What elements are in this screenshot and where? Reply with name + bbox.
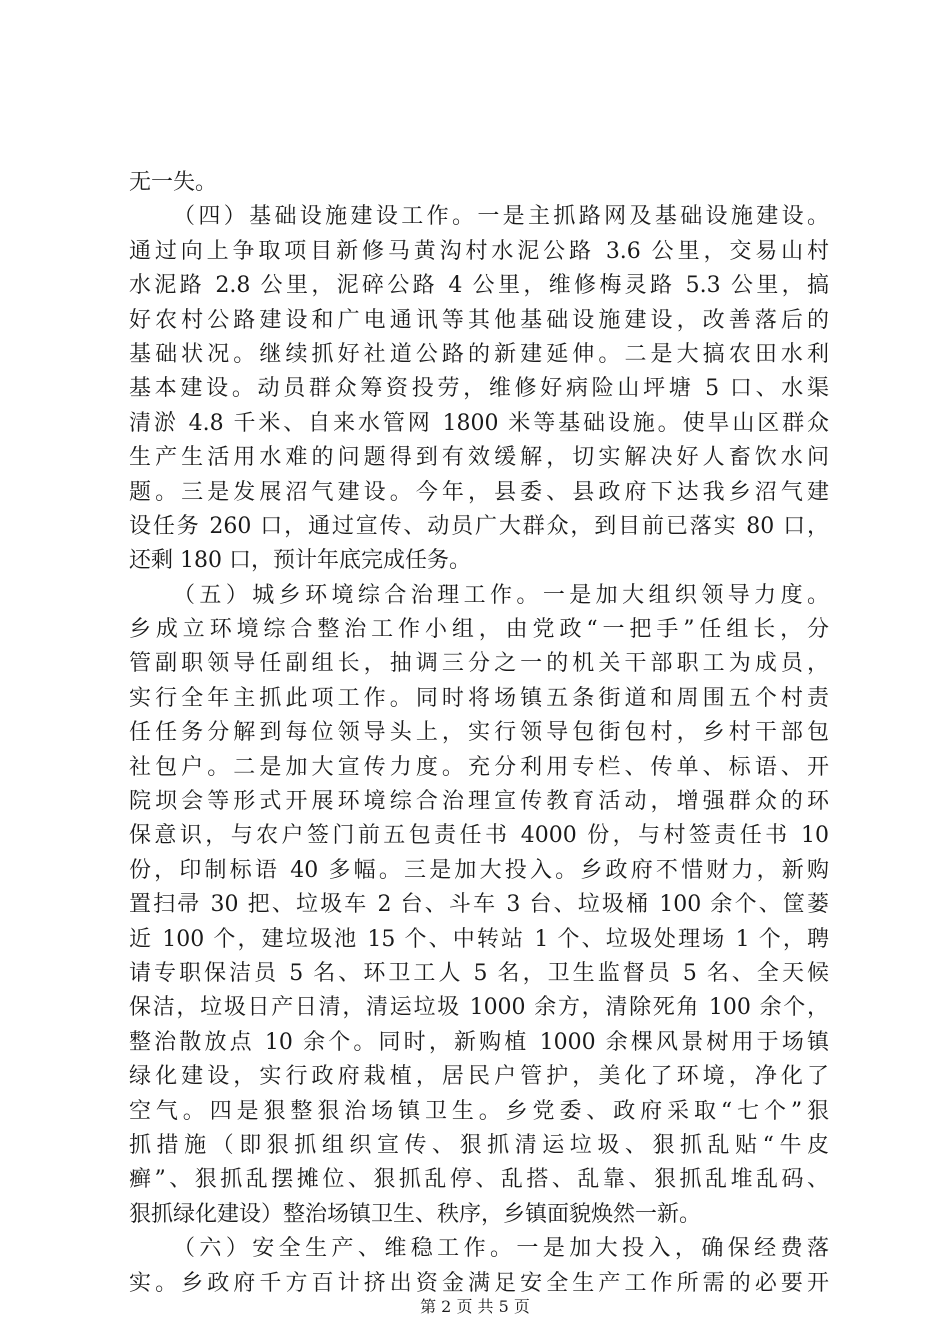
- text-line: 置扫帚 30 把、垃圾车 2 台、斗车 3 台、垃圾桶 100 余个、筐蒌: [129, 892, 829, 918]
- page-indicator: 第 2 页 共 5 页: [420, 1297, 530, 1316]
- text-line: 清淤 4.8 千米、自来水管网 1800 米等基础设施。使旱山区群众: [129, 410, 829, 436]
- page-footer: [0, 1297, 950, 1317]
- text-line: 乡成立环境综合整治工作小组，由党政“一把手”任组长，分: [129, 617, 829, 643]
- paragraph-4-first-line: （四）基础设施建设工作。一是主抓路网及基础设施建设。: [173, 204, 829, 230]
- text-line: 抓措施（即狠抓组织宣传、狠抓清运垃圾、狠抓乱贴“牛皮: [129, 1132, 829, 1158]
- text-line: 水泥路 2.8 公里，泥碎公路 4 公里，维修梅灵路 5.3 公里，搞: [129, 273, 829, 299]
- text-line: 无一失。: [129, 170, 218, 195]
- text-line: 近 100 个，建垃圾池 15 个、中转站 1 个、垃圾处理场 1 个，聘: [129, 926, 829, 952]
- text-line: 生产生活用水难的问题得到有效缓解，切实解决好人畜饮水问: [129, 445, 829, 471]
- text-line: 癣”、狠抓乱摆摊位、狠抓乱停、乱搭、乱靠、狠抓乱堆乱码、: [129, 1167, 829, 1193]
- text-line: 整治散放点 10 余个。同时，新购植 1000 余棵风景树用于场镇: [129, 1029, 829, 1055]
- text-line: 好农村公路建设和广电通讯等其他基础设施建设，改善落后的: [129, 307, 829, 333]
- text-line: 基本建设。动员群众筹资投劳，维修好病险山坪塘 5 口、水渠: [129, 376, 829, 402]
- text-line: 基础状况。继续抓好社道公路的新建延伸。二是大搞农田水利: [129, 341, 829, 367]
- text-line: 管副职领导任副组长，抽调三分之一的机关干部职工为成员，: [129, 651, 829, 677]
- text-line: 空气。四是狠整狠治场镇卫生。乡党委、政府采取“七个”狠: [129, 1098, 829, 1124]
- document-body: [129, 166, 829, 1301]
- text-line: 还剩 180 口，预计年底完成任务。: [129, 548, 471, 574]
- text-line: 保意识，与农户签门前五包责任书 4000 份，与村签责任书 10: [129, 823, 829, 849]
- text-line: 社包户。二是加大宣传力度。充分利用专栏、传单、标语、开: [129, 754, 829, 780]
- text-line: 通过向上争取项目新修马黄沟村水泥公路 3.6 公里，交易山村: [129, 238, 829, 264]
- paragraph-6-first-line: （六）安全生产、维稳工作。一是加大投入，确保经费落: [173, 1236, 829, 1262]
- text-line: 实。乡政府千方百计挤出资金满足安全生产工作所需的必要开: [129, 1270, 829, 1296]
- text-line: 设任务 260 口，通过宣传、动员广大群众，到目前已落实 80 口，: [129, 513, 829, 539]
- text-line: 实行全年主抓此项工作。同时将场镇五条街道和周围五个村责: [129, 685, 829, 711]
- text-line: 题。三是发展沼气建设。今年，县委、县政府下达我乡沼气建: [129, 479, 829, 505]
- text-line: 保洁，垃圾日产日清，清运垃圾 1000 余方，清除死角 100 余个，: [129, 995, 829, 1021]
- text-line: 院坝会等形式开展环境综合治理宣传教育活动，增强群众的环: [129, 789, 829, 815]
- text-line: 狠抓绿化建设）整治场镇卫生、秩序，乡镇面貌焕然一新。: [129, 1201, 702, 1227]
- text-line: 任任务分解到每位领导头上，实行领导包街包村，乡村干部包: [129, 720, 829, 746]
- text-line: 请专职保洁员 5 名、环卫工人 5 名，卫生监督员 5 名、全天候: [129, 960, 829, 986]
- text-line: 份，印制标语 40 多幅。三是加大投入。乡政府不惜财力，新购: [129, 857, 829, 883]
- paragraph-5-first-line: （五）城乡环境综合治理工作。一是加大组织领导力度。: [173, 582, 829, 608]
- text-line: 绿化建设，实行政府栽植，居民户管护，美化了环境，净化了: [129, 1064, 829, 1090]
